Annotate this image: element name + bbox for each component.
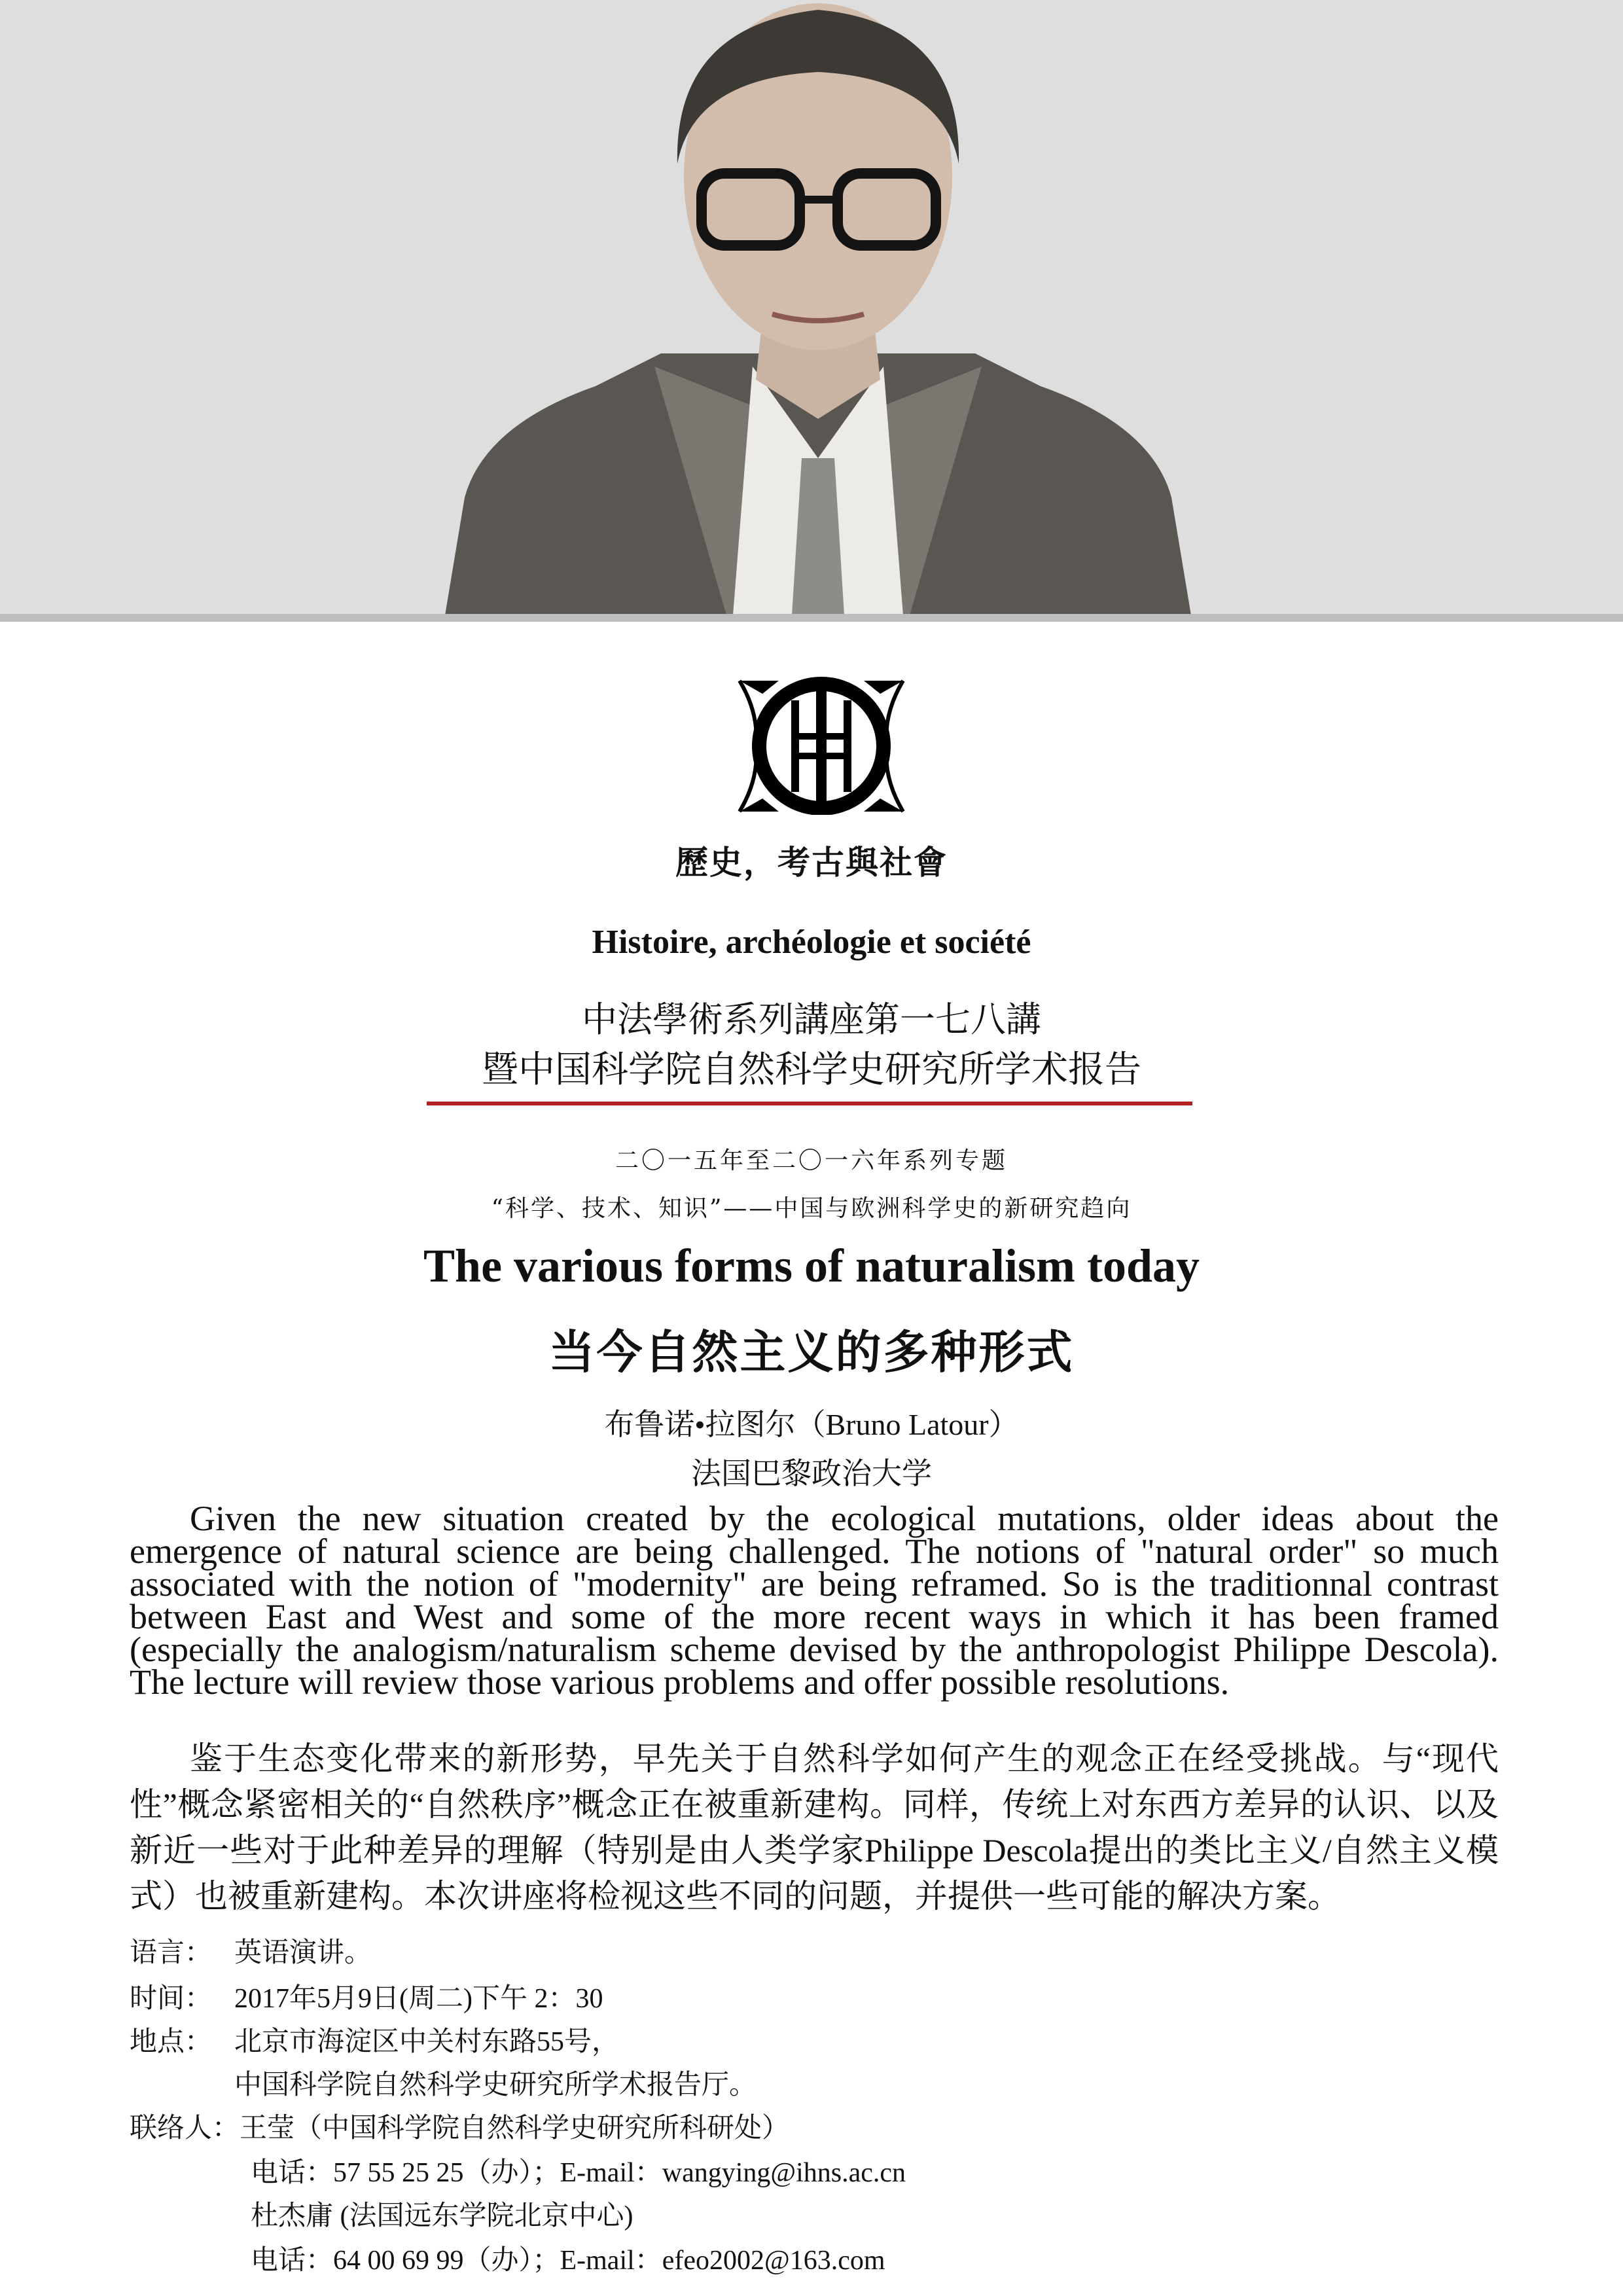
time-row <box>130 1977 603 2016</box>
abstract-chinese: 鉴于生态变化带来的新形势，早先关于自然科学如何产生的观念正在经受挑战。与“现代性”概念紧密相关的“自然秩序”概念正在被重新建构。同样，传统上对东西方差异的认识、以及新近一些对于此种差异的理解（特别是由人类学家Philippe Descola提出的类比主义/自然主义模式）也被重新建构。本次讲座将检视这些不同的问题，并提供一些可能的解决方案。 <box>130 1740 1499 1914</box>
place-label: 地点： <box>130 2027 213 2057</box>
language-label: 语言： <box>130 1938 213 1968</box>
place-line-1: 北京市海淀区中关村东路55号， <box>234 2027 620 2057</box>
contact-1-name: 王莹（中国科学院自然科学史研究所科研处） <box>240 2113 790 2144</box>
accent-divider <box>427 1102 1192 1105</box>
header-divider <box>0 614 1623 622</box>
lecture-series-subline: 暨中国科学院自然科学史研究所学术报告 <box>482 1049 1141 1091</box>
institute-logo <box>733 674 910 818</box>
speaker-portrait <box>445 0 1191 615</box>
institute-name-chinese: 歷史，考古與社會 <box>675 844 948 881</box>
lecture-series-line: 中法學術系列講座第一七八講 <box>582 999 1041 1040</box>
series-topic-theme: “科学、技术、知识”——中国与欧洲科学史的新研究趋向 <box>491 1195 1132 1222</box>
lecture-title-english: The various forms of naturalism today <box>423 1240 1200 1292</box>
language-value: 英语演讲。 <box>234 1938 372 1968</box>
contact-2-name: 杜杰庸 (法国远东学院北京中心) <box>251 2201 633 2231</box>
speaker-affiliation: 法国巴黎政治大学 <box>691 1457 932 1490</box>
speaker-name: 布鲁诺•拉图尔（Bruno Latour） <box>604 1408 1019 1441</box>
time-value: 2017年5月9日(周二)下午 2：30 <box>234 1984 603 2014</box>
contact-label: 联络人： <box>130 2113 240 2144</box>
lecture-title-chinese: 当今自然主义的多种形式 <box>548 1325 1075 1379</box>
contact-2-info: 电话：64 00 69 99（办）；E-mail：efeo2002@163.com <box>251 2246 885 2276</box>
contact-row <box>130 2106 789 2145</box>
language-row <box>130 1931 372 1970</box>
place-line-2: 中国科学院自然科学史研究所学术报告厅。 <box>234 2070 757 2100</box>
abstract-english: Given the new situation created by the ecological mutations, older ideas about the emergence of natural science are being challenged. The notions of "natural order" so much associated with the notion of "modernity" are being reframed. So is the traditionnal contrast between East and West and some of the more recent ways in which it has been framed (especially the analogism/naturalism scheme devised by the anthropologist Philippe Descola). The lecture will review those various problems and offer possible resolutions. <box>130 1499 1499 1702</box>
series-topic-years: 二〇一五年至二〇一六年系列专题 <box>615 1147 1008 1174</box>
place-row <box>130 2020 619 2059</box>
contact-1-info: 电话：57 55 25 25（办）；E-mail：wangying@ihns.ac.cn <box>251 2158 906 2188</box>
time-label: 时间： <box>130 1984 213 2014</box>
institute-name-french: Histoire, archéologie et société <box>592 924 1031 961</box>
